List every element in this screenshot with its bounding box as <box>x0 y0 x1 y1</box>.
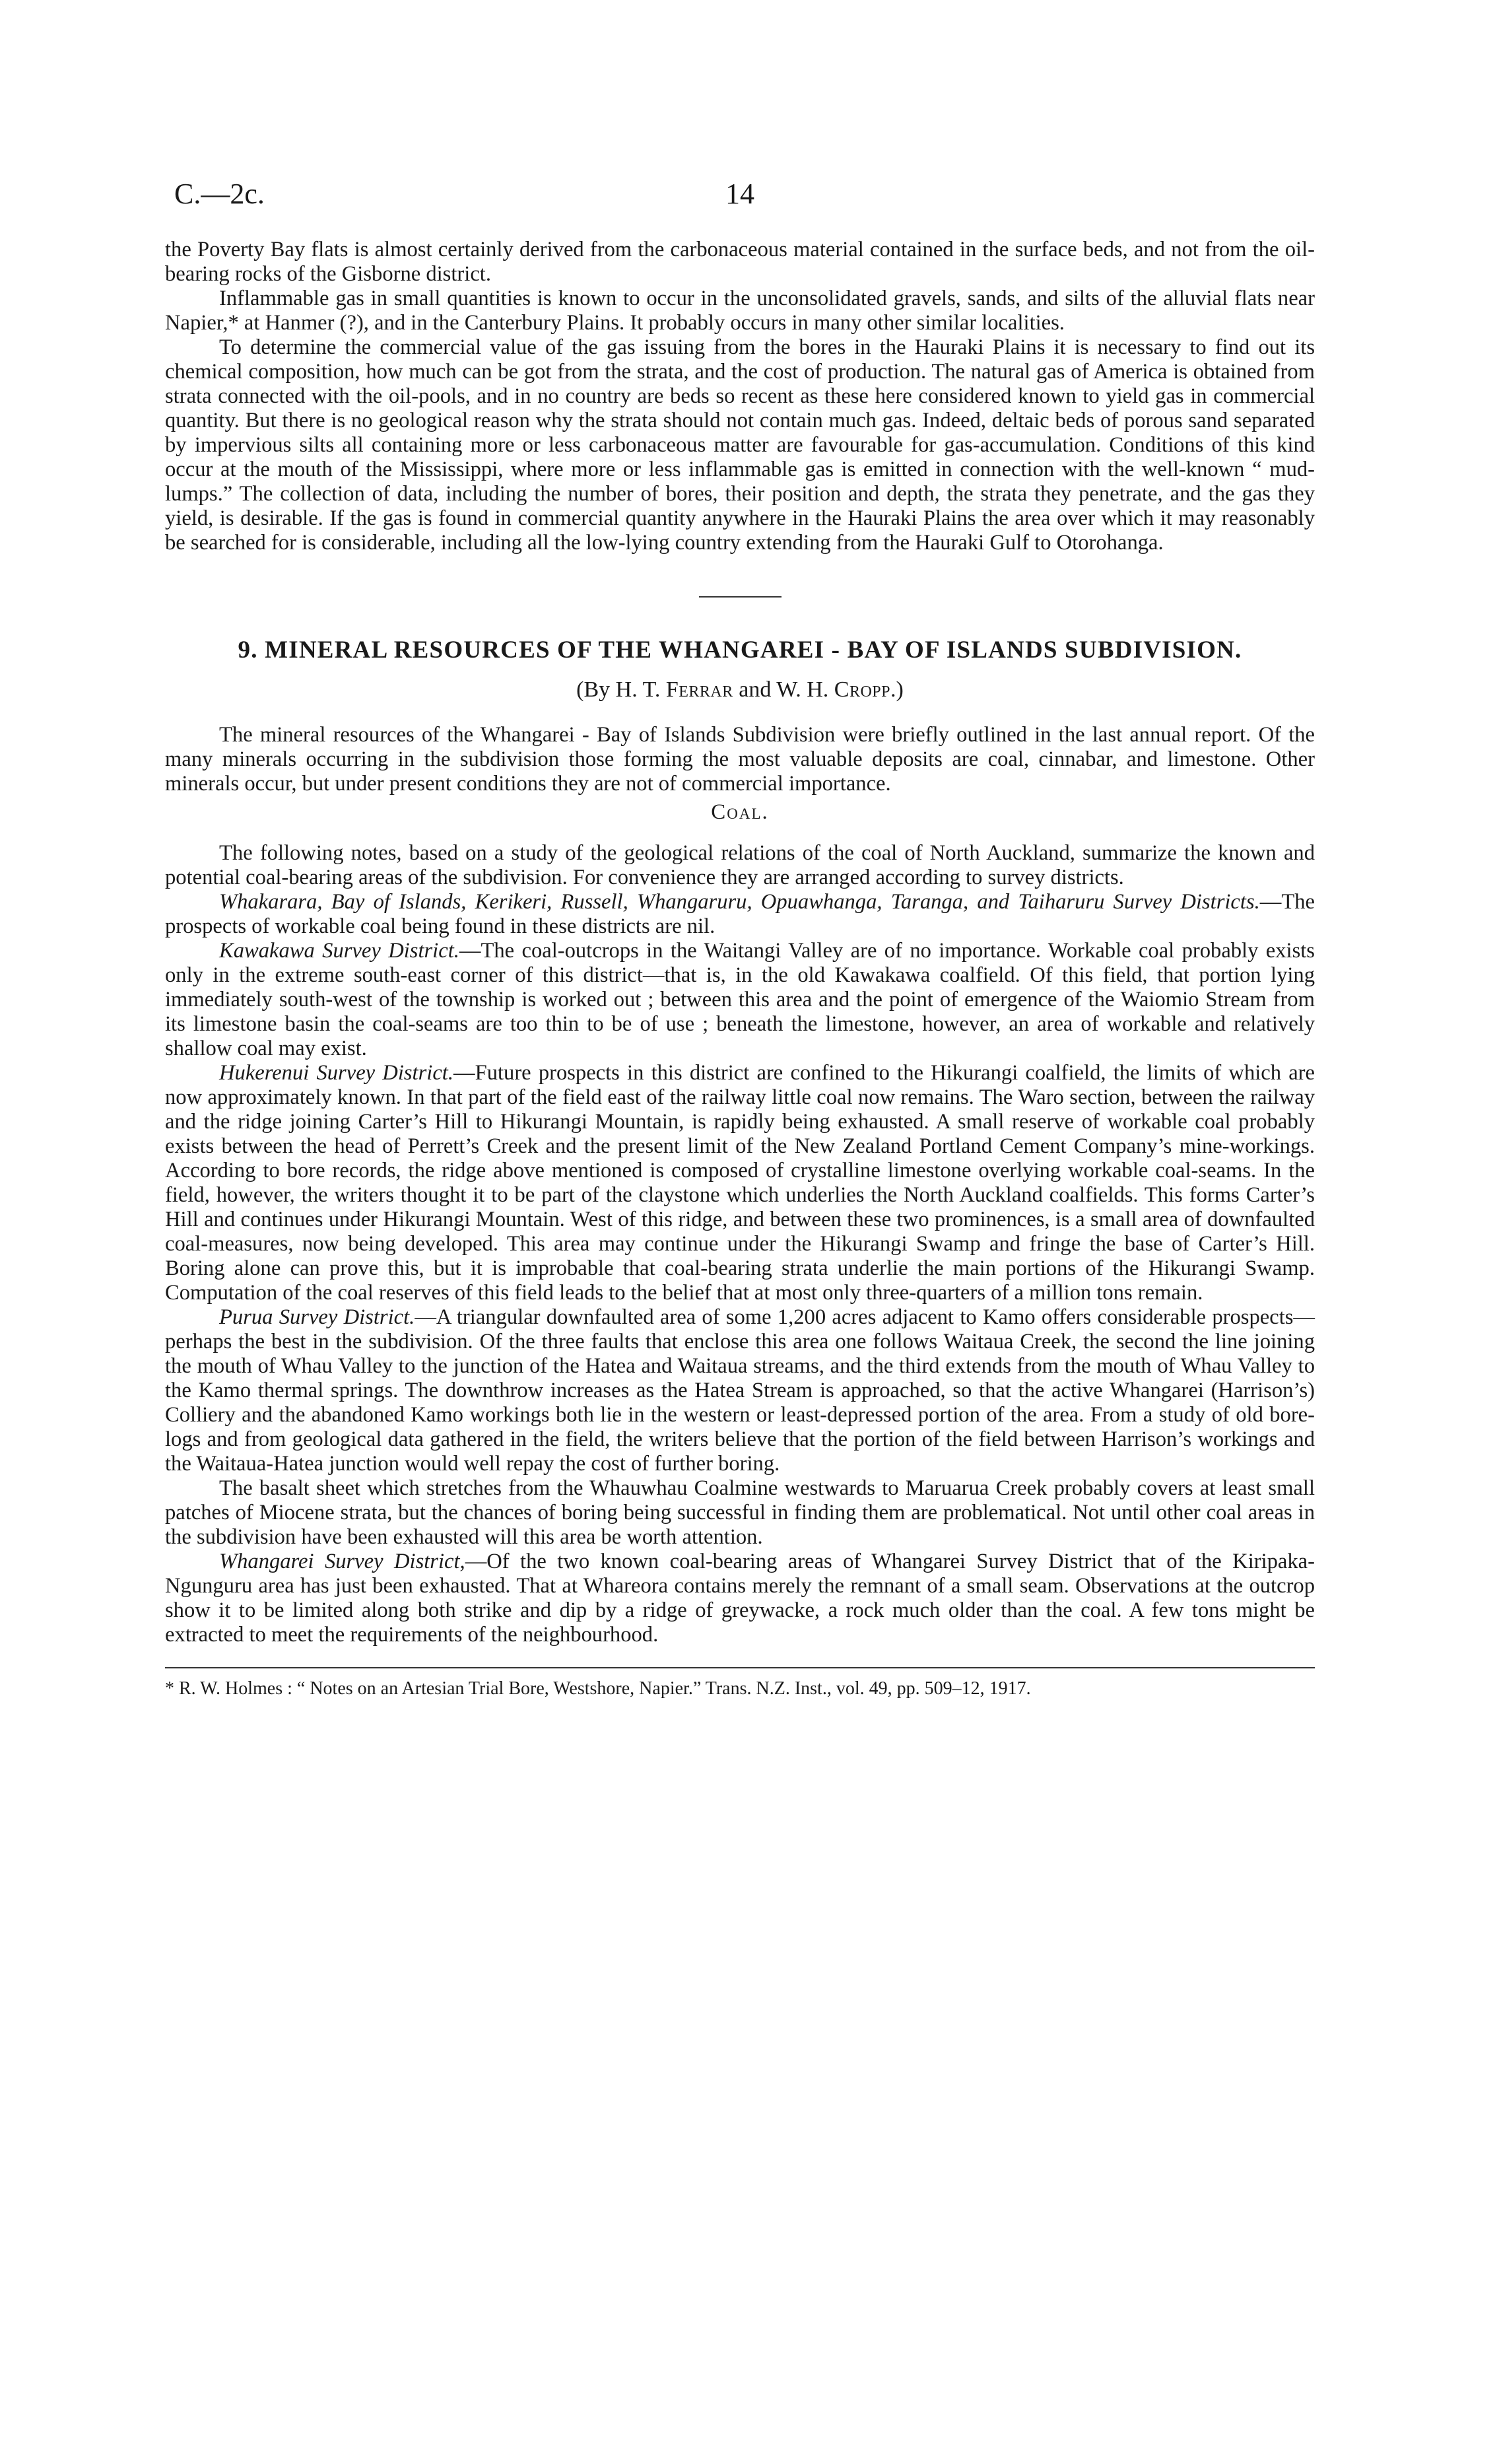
paragraph-commercial-value: To determine the commercial value of the gas issuing from the bores in the Hauraki Plains it is necessary to find out its chemical composition, how much can be got from the strata, and the cost of production. The natural gas of America is obtained from strata connected with the oil-pools, and in no country are beds so recent as these here considered known to yield gas in commercial quantity. But there is no geological reason why the strata should not contain much gas. Indeed, deltaic beds of porous sand separated by impervious silts all containing more or less carbonaceous matter are favourable for gas-accumulation. Conditions of this kind occur at the mouth of the Mississippi, where more or less inflammable gas is emitted in connection with the well-known “ mud-lumps.” The collection of data, including the number of bores, their position and depth, the strata they penetrate, and the gas they yield, is desirable. If the gas is found in commercial quantity anywhere in the Hauraki Plains the area over which it may reasonably be searched for is considerable, including all the low-lying country extending from the Hauraki Gulf to Otorohanga. <box>165 335 1315 555</box>
byline-middle: and W. H. <box>733 677 834 702</box>
subheading-coal: Coal. <box>711 800 769 824</box>
byline-prefix: (By H. T. <box>576 677 666 702</box>
section-intro: The mineral resources of the Whangarei - Bay of Islands Subdivision were briefly outlined in the last annual report. Of the many minerals occurring in the subdivision those forming the most valuable deposits are coal, cinnabar, and limestone. Other minerals occur, but under present conditions they are not of commercial importance. <box>165 723 1315 796</box>
page-number: 14 <box>725 178 754 210</box>
paragraph-purua <box>165 1305 1315 1476</box>
district-text-purua: —A triangular downfaulted area of some 1,200 acres adjacent to Kamo offers considerable prospects—perhaps the best in the subdivision. Of the three faults that enclose this area one follows Waitaua Creek, the second the line joining the mouth of Whau Valley to the junction of the Hatea and Waitaua streams, and the third extends from the mouth of Whau Valley to the Kamo thermal springs. The downthrow increases as the Hatea Stream is approached, so that the active Whangarei (Harrison’s) Colliery and the abandoned Kamo workings both lie in the western or least-depressed portion of the area. From a study of old bore-logs and from geological data gathered in the field, the writers believe that the portion of the field between Harrison’s workings and the Waitaua-Hatea junction would well repay the cost of further boring. <box>165 1305 1315 1476</box>
section-byline <box>165 675 1315 704</box>
district-heading-purua: Purua Survey District. <box>219 1305 415 1329</box>
paragraph-continued: the Poverty Bay flats is almost certainly derived from the carbonaceous material contained in the surface beds, and not from the oil-bearing rocks of the Gisborne district. <box>165 238 1315 286</box>
district-heading-hukerenui: Hukerenui Survey District. <box>219 1061 453 1085</box>
byline-suffix: .) <box>890 677 904 702</box>
footnote-divider <box>165 1667 1315 1668</box>
paragraph-kawakawa <box>165 939 1315 1061</box>
district-text-whangarei: —Of the two known coal-bearing areas of Whangarei Survey District that of the Kiripaka-Ngunguru area has just been exhausted. That at Whareora contains merely the remnant of a small seam. Observations at the outcrop show it to be limited along both strike and dip by a ridge of greywacke, a rock much older than the coal. A few tons might be extracted to meet the requirements of the neighbourhood. <box>165 1550 1315 1647</box>
paragraph-whangarei <box>165 1550 1315 1647</box>
page-body <box>165 238 1315 1700</box>
district-heading-whakarara: Whakarara, Bay of Islands, Kerikeri, Russell, Whangaruru, Opuawhanga, Taranga, and Taiharuru Survey Districts. <box>219 890 1260 914</box>
author-ferrar: Ferrar <box>665 677 733 702</box>
district-text-whakarara: —The prospects of workable coal being found in these districts are nil. <box>165 890 1315 938</box>
page-header <box>174 177 1316 217</box>
district-heading-whangarei: Whangarei Survey District, <box>219 1550 465 1573</box>
author-cropp: Cropp <box>834 677 890 702</box>
coal-intro: The following notes, based on a study of the geological relations of the coal of North Auckland, summarize the known and potential coal-bearing areas of the subdivision. For convenience they are arranged according to survey districts. <box>165 841 1315 889</box>
section-divider <box>699 596 782 598</box>
paragraph-basalt-sheet: The basalt sheet which stretches from the Whauwhau Coalmine westwards to Maruarua Creek probably covers at least small patches of Miocene strata, but the chances of boring being successful in finding them are problematical. Not until other coal areas in the subdivision have been exhausted will this area be worth attention. <box>165 1476 1315 1549</box>
section-title: 9. MINERAL RESOURCES OF THE WHANGAREI - BAY OF ISLANDS SUBDIVISION. <box>238 636 1242 664</box>
district-text-kawakawa: —The coal-outcrops in the Waitangi Valley are of no importance. Workable coal probably exists only in the extreme south-east corner of this district—that is, in the old Kawakawa coalfield. Of this field, that portion lying immediately south-west of the township is worked out ; between this area and the point of emergence of the Waiomio Stream from its limestone basin the coal-seams are too thin to be of use ; beneath the limestone, however, an area of workable and relatively shallow coal may exist. <box>165 939 1315 1060</box>
document-reference: C.—2c. <box>174 178 265 210</box>
paragraph-inflammable-gas: Inflammable gas in small quantities is known to occur in the unconsolidated gravels, sands, and silts of the alluvial flats near Napier,* at Hanmer (?), and in the Canterbury Plains. It probably occurs in many other similar localities. <box>165 287 1315 335</box>
paragraph-whakarara <box>165 890 1315 939</box>
footnote: * R. W. Holmes : “ Notes on an Artesian Trial Bore, Westshore, Napier.” Trans. N.Z. Inst., vol. 49, pp. 509–12, 1917. <box>165 1678 1031 1699</box>
district-heading-kawakawa: Kawakawa Survey District. <box>219 939 459 963</box>
paragraph-hukerenui <box>165 1061 1315 1305</box>
district-text-hukerenui: —Future prospects in this district are confined to the Hikurangi coalfield, the limits of which are now approximately known. In that part of the field east of the railway little coal now remains. The Waro section, between the railway and the ridge joining Carter’s Hill to Hikurangi Mountain, is rapidly being exhausted. A small reserve of workable coal probably exists between the head of Perrett’s Creek and the present limit of the New Zealand Portland Cement Company’s mine-workings. According to bore records, the ridge above mentioned is composed of crystalline limestone overlying workable coal-seams. In the field, however, the writers thought it to be part of the claystone which underlies the North Auckland coalfields. This forms Carter’s Hill and continues under Hikurangi Mountain. West of this ridge, and between these two prominences, is a small area of downfaulted coal-measures, now being developed. This area may continue under the Hikurangi Swamp and fringe the base of Carter’s Hill. Boring alone can prove this, but it is improbable that coal-bearing strata underlie the main portions of the Hikurangi Swamp. Computation of the coal reserves of this field leads to the belief that at most only three-quarters of a million tons remain. <box>165 1061 1315 1305</box>
